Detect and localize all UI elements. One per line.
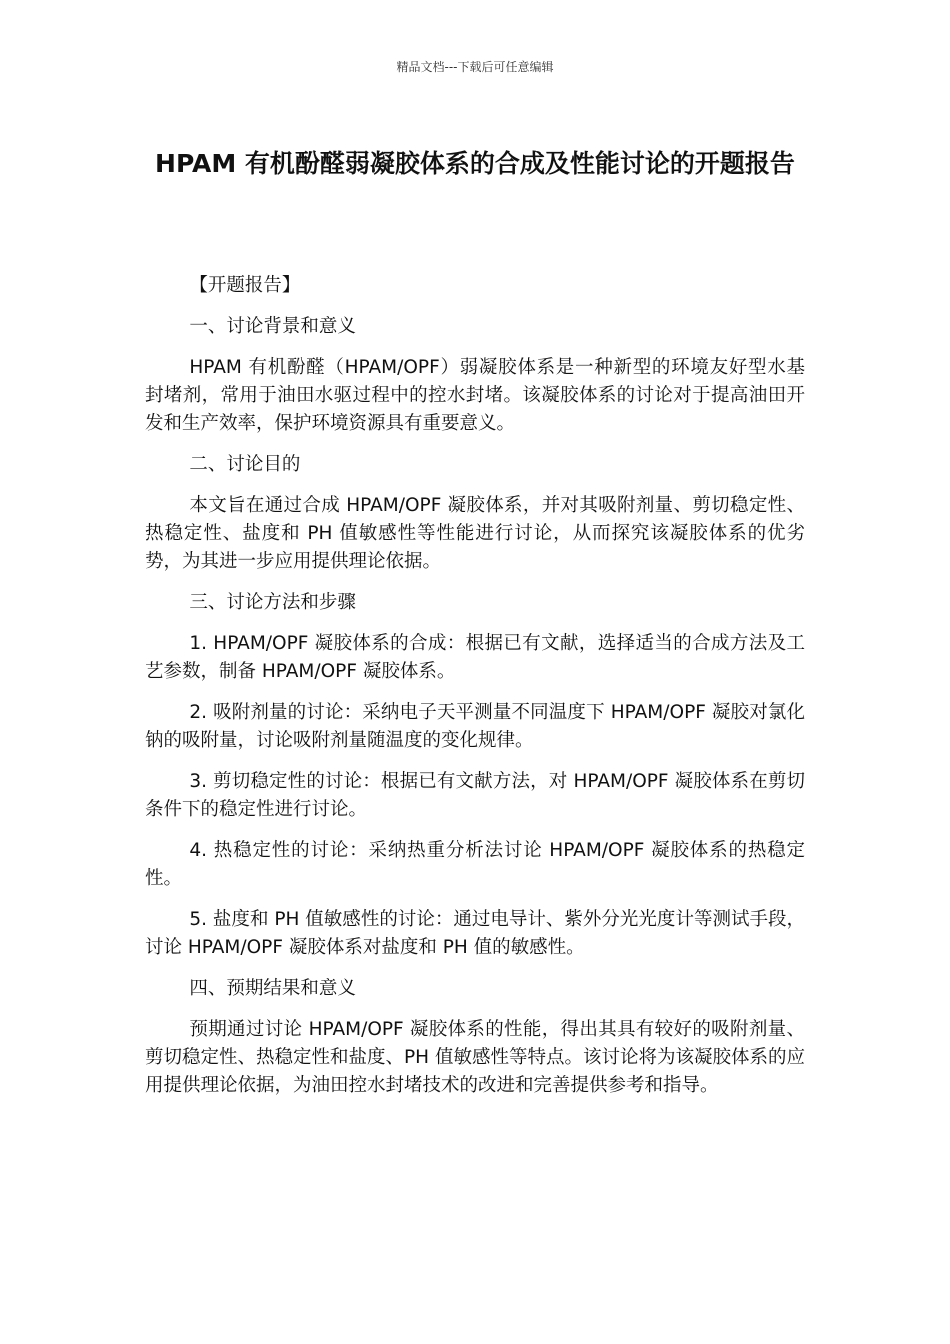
method-step-2: 2. 吸附剂量的讨论：采纳电子天平测量不同温度下 HPAM/OPF 凝胶对氯化钠的吸附量，讨论吸附剂量随温度的变化规律。 xyxy=(145,702,805,751)
section-heading-background: 一、讨论背景和意义 xyxy=(189,316,356,337)
report-label: 【开题报告】 xyxy=(189,275,301,296)
document-body xyxy=(145,272,805,1113)
method-step-1: 1. HPAM/OPF 凝胶体系的合成：根据已有文献，选择适当的合成方法及工艺参数，制备 HPAM/OPF 凝胶体系。 xyxy=(145,633,805,682)
paragraph-purpose: 本文旨在通过合成 HPAM/OPF 凝胶体系，并对其吸附剂量、剪切稳定性、热稳定性、盐度和 PH 值敏感性等性能进行讨论，从而探究该凝胶体系的优劣势，为其进一步应用提供理论依据。 xyxy=(145,495,805,572)
section-heading-expected-results: 四、预期结果和意义 xyxy=(189,978,356,999)
paragraph-expected-results: 预期通过讨论 HPAM/OPF 凝胶体系的性能，得出其具有较好的吸附剂量、剪切稳定性、热稳定性和盐度、PH 值敏感性等特点。该讨论将为该凝胶体系的应用提供理论依据，为油田控水封堵技术的改进和完善提供参考和指导。 xyxy=(145,1019,805,1096)
section-heading-methods: 三、讨论方法和步骤 xyxy=(189,592,356,613)
paragraph-background: HPAM 有机酚醛（HPAM/OPF）弱凝胶体系是一种新型的环境友好型水基封堵剂，常用于油田水驱过程中的控水封堵。该凝胶体系的讨论对于提高油田开发和生产效率，保护环境资源具有重要意义。 xyxy=(145,357,805,434)
method-step-3: 3. 剪切稳定性的讨论：根据已有文献方法，对 HPAM/OPF 凝胶体系在剪切条件下的稳定性进行讨论。 xyxy=(145,771,805,820)
page-header: 精品文档---下载后可任意编辑 xyxy=(396,60,554,74)
document-title: HPAM 有机酚醛弱凝胶体系的合成及性能讨论的开题报告 xyxy=(155,149,795,178)
method-step-4: 4. 热稳定性的讨论：采纳热重分析法讨论 HPAM/OPF 凝胶体系的热稳定性。 xyxy=(145,840,805,889)
method-step-5: 5. 盐度和 PH 值敏感性的讨论：通过电导计、紫外分光光度计等测试手段，讨论 HPAM/OPF 凝胶体系对盐度和 PH 值的敏感性。 xyxy=(145,909,805,958)
section-heading-purpose: 二、讨论目的 xyxy=(189,454,301,475)
